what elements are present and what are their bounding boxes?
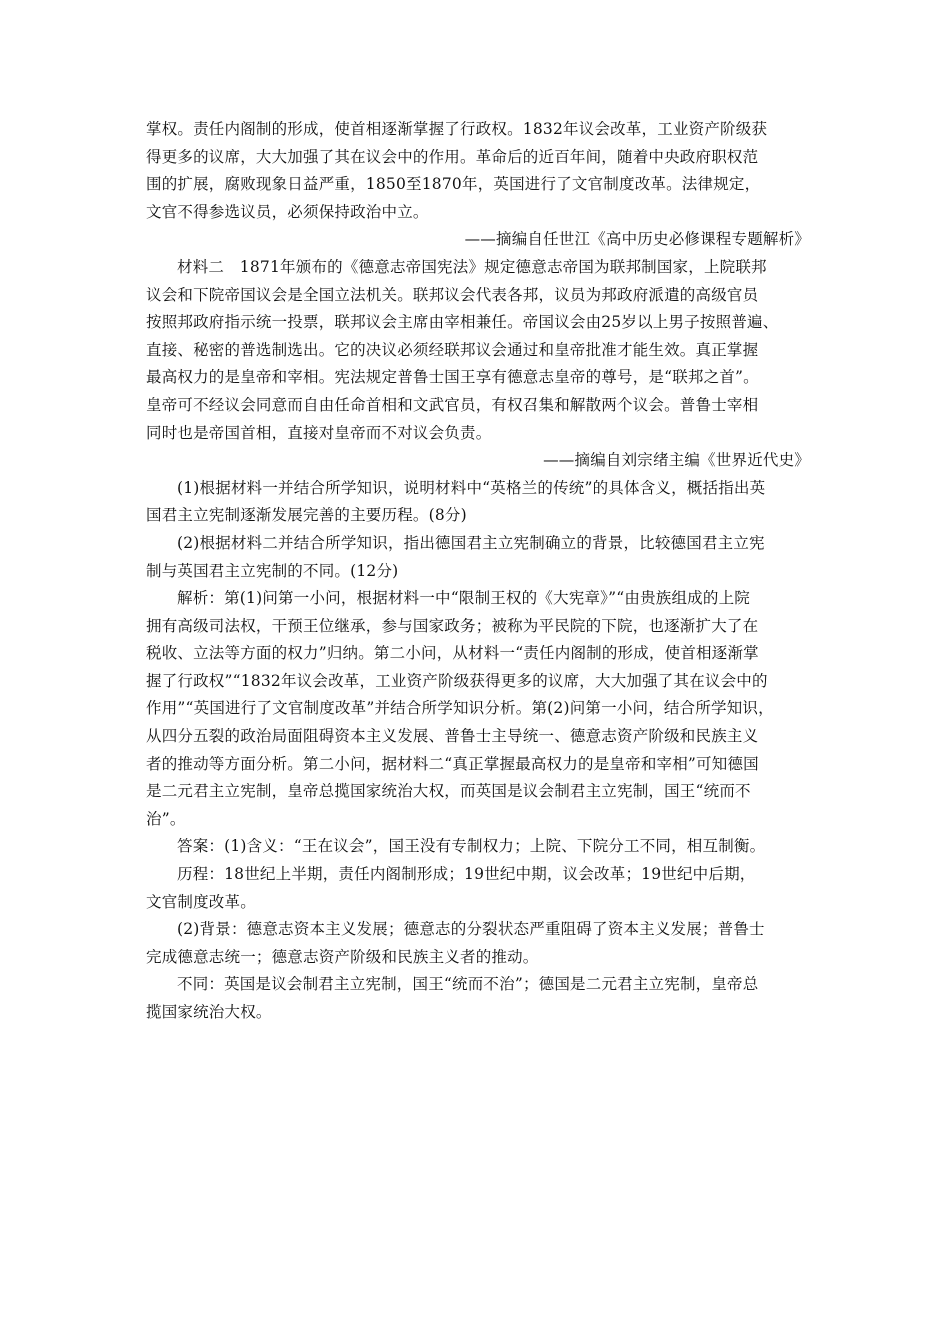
material-one-tail [146,116,810,226]
text-line: 解析：第(1)问第一小问，根据材料一中“限制王权的《大宪章》”“由贵族组成的上院 [177,589,750,608]
text-line: 拥有高级司法权，干预王位继承，参与国家政务；被称为平民院的下院，也逐渐扩大了在 [146,616,759,635]
answer-two-difference [146,971,810,1026]
text-line: 直接、秘密的普选制选出。它的决议必须经联邦议会通过和皇帝批准才能生效。真正掌握 [146,340,759,359]
material-one-source: ——摘编自任世江《高中历史必修课程专题解析》 [464,230,810,249]
text-line: 者的推动等方面分析。第二小问，据材料二“真正掌握最高权力的是皇帝和宰相”可知德国 [146,754,759,773]
text-line: (2)根据材料二并结合所学知识，指出德国君主立宪制确立的背景，比较德国君主立宪 [177,533,765,552]
text-line: 议会和下院帝国议会是全国立法机关。联邦议会代表各邦，议员为邦政府派遣的高级官员 [146,285,759,304]
text-line: 作用”“英国进行了文官制度改革”并结合所学知识分析。第(2)问第一小问，结合所学知识， [146,699,774,718]
text-line: 皇帝可不经议会同意而自由任命首相和文武官员，有权召集和解散两个议会。普鲁士宰相 [146,395,759,414]
answer-two-background [146,916,810,971]
text-line: 税收、立法等方面的权力”归纳。第二小问，从材料一“责任内阁制的形成，使首相逐渐掌 [146,644,759,663]
text-line: 完成德意志统一；德意志资产阶级和民族主义者的推动。 [146,947,539,966]
question-one [146,475,810,530]
material-two-source: ——摘编自刘宗绪主编《世界近代史》 [543,451,810,470]
text-line: (2)背景：德意志资本主义发展；德意志的分裂状态严重阻碍了资本主义发展；普鲁士 [177,920,765,939]
text-line: 国君主立宪制逐渐发展完善的主要历程。(8分) [146,506,467,525]
text-line: 握了行政权”“1832年议会改革，工业资产阶级获得更多的议席，大大加强了其在议会中的 [146,671,768,690]
text-line: 从四分五裂的政治局面阻碍资本主义发展、普鲁士主导统一、德意志资产阶级和民族主义 [146,727,759,746]
question-two [146,530,810,585]
text-line: 掌权。责任内阁制的形成，使首相逐渐掌握了行政权。1832年议会改革，工业资产阶级获 [146,120,768,138]
text-line: 文官制度改革。 [146,892,256,911]
text-line: 围的扩展，腐败现象日益严重，1850至1870年，英国进行了文官制度改革。法律规定， [146,175,761,194]
text-line: 制与英国君主立宪制的不同。(12分) [146,561,399,580]
analysis [146,585,810,833]
text-line: 不同：英国是议会制君主立宪制，国王“统而不治”；德国是二元君主立宪制，皇帝总 [177,975,759,994]
text-line: 是二元君主立宪制，皇帝总揽国家统治大权，而英国是议会制君主立宪制，国王“统而不 [146,782,751,801]
text-line: 同时也是帝国首相，直接对皇帝而不对议会负责。 [146,423,492,442]
answer-one-history [146,861,810,916]
material-two [146,254,810,447]
text-line: 材料二 1871年颁布的《德意志帝国宪法》规定德意志帝国为联邦制国家，上院联邦 [177,257,767,276]
text-line: 治”。 [146,809,186,828]
text-line: 揽国家统治大权。 [146,1003,272,1021]
text-line: 最高权力的是皇帝和宰相。宪法规定普鲁士国王享有德意志皇帝的尊号，是“联邦之首”。 [146,368,759,387]
text-line: (1)根据材料一并结合所学知识，说明材料中“英格兰的传统”的具体含义，概括指出英 [177,478,766,497]
text-line: 按照邦政府指示统一投票，联邦议会主席由宰相兼任。帝国议会由25岁以上男子按照普遍、 [146,313,779,332]
text-line: 文官不得参选议员，必须保持政治中立。 [146,202,429,221]
answer-one-meaning: 答案：(1)含义：“王在议会”，国王没有专制权力；上院、下院分工不同，相互制衡。 [177,837,766,856]
document-page [146,116,810,1027]
text-line: 得更多的议席，大大加强了其在议会中的作用。革命后的近百年间，随着中央政府职权范 [146,147,759,166]
text-line: 历程：18世纪上半期，责任内阁制形成；19世纪中期，议会改革；19世纪中后期， [177,865,756,884]
